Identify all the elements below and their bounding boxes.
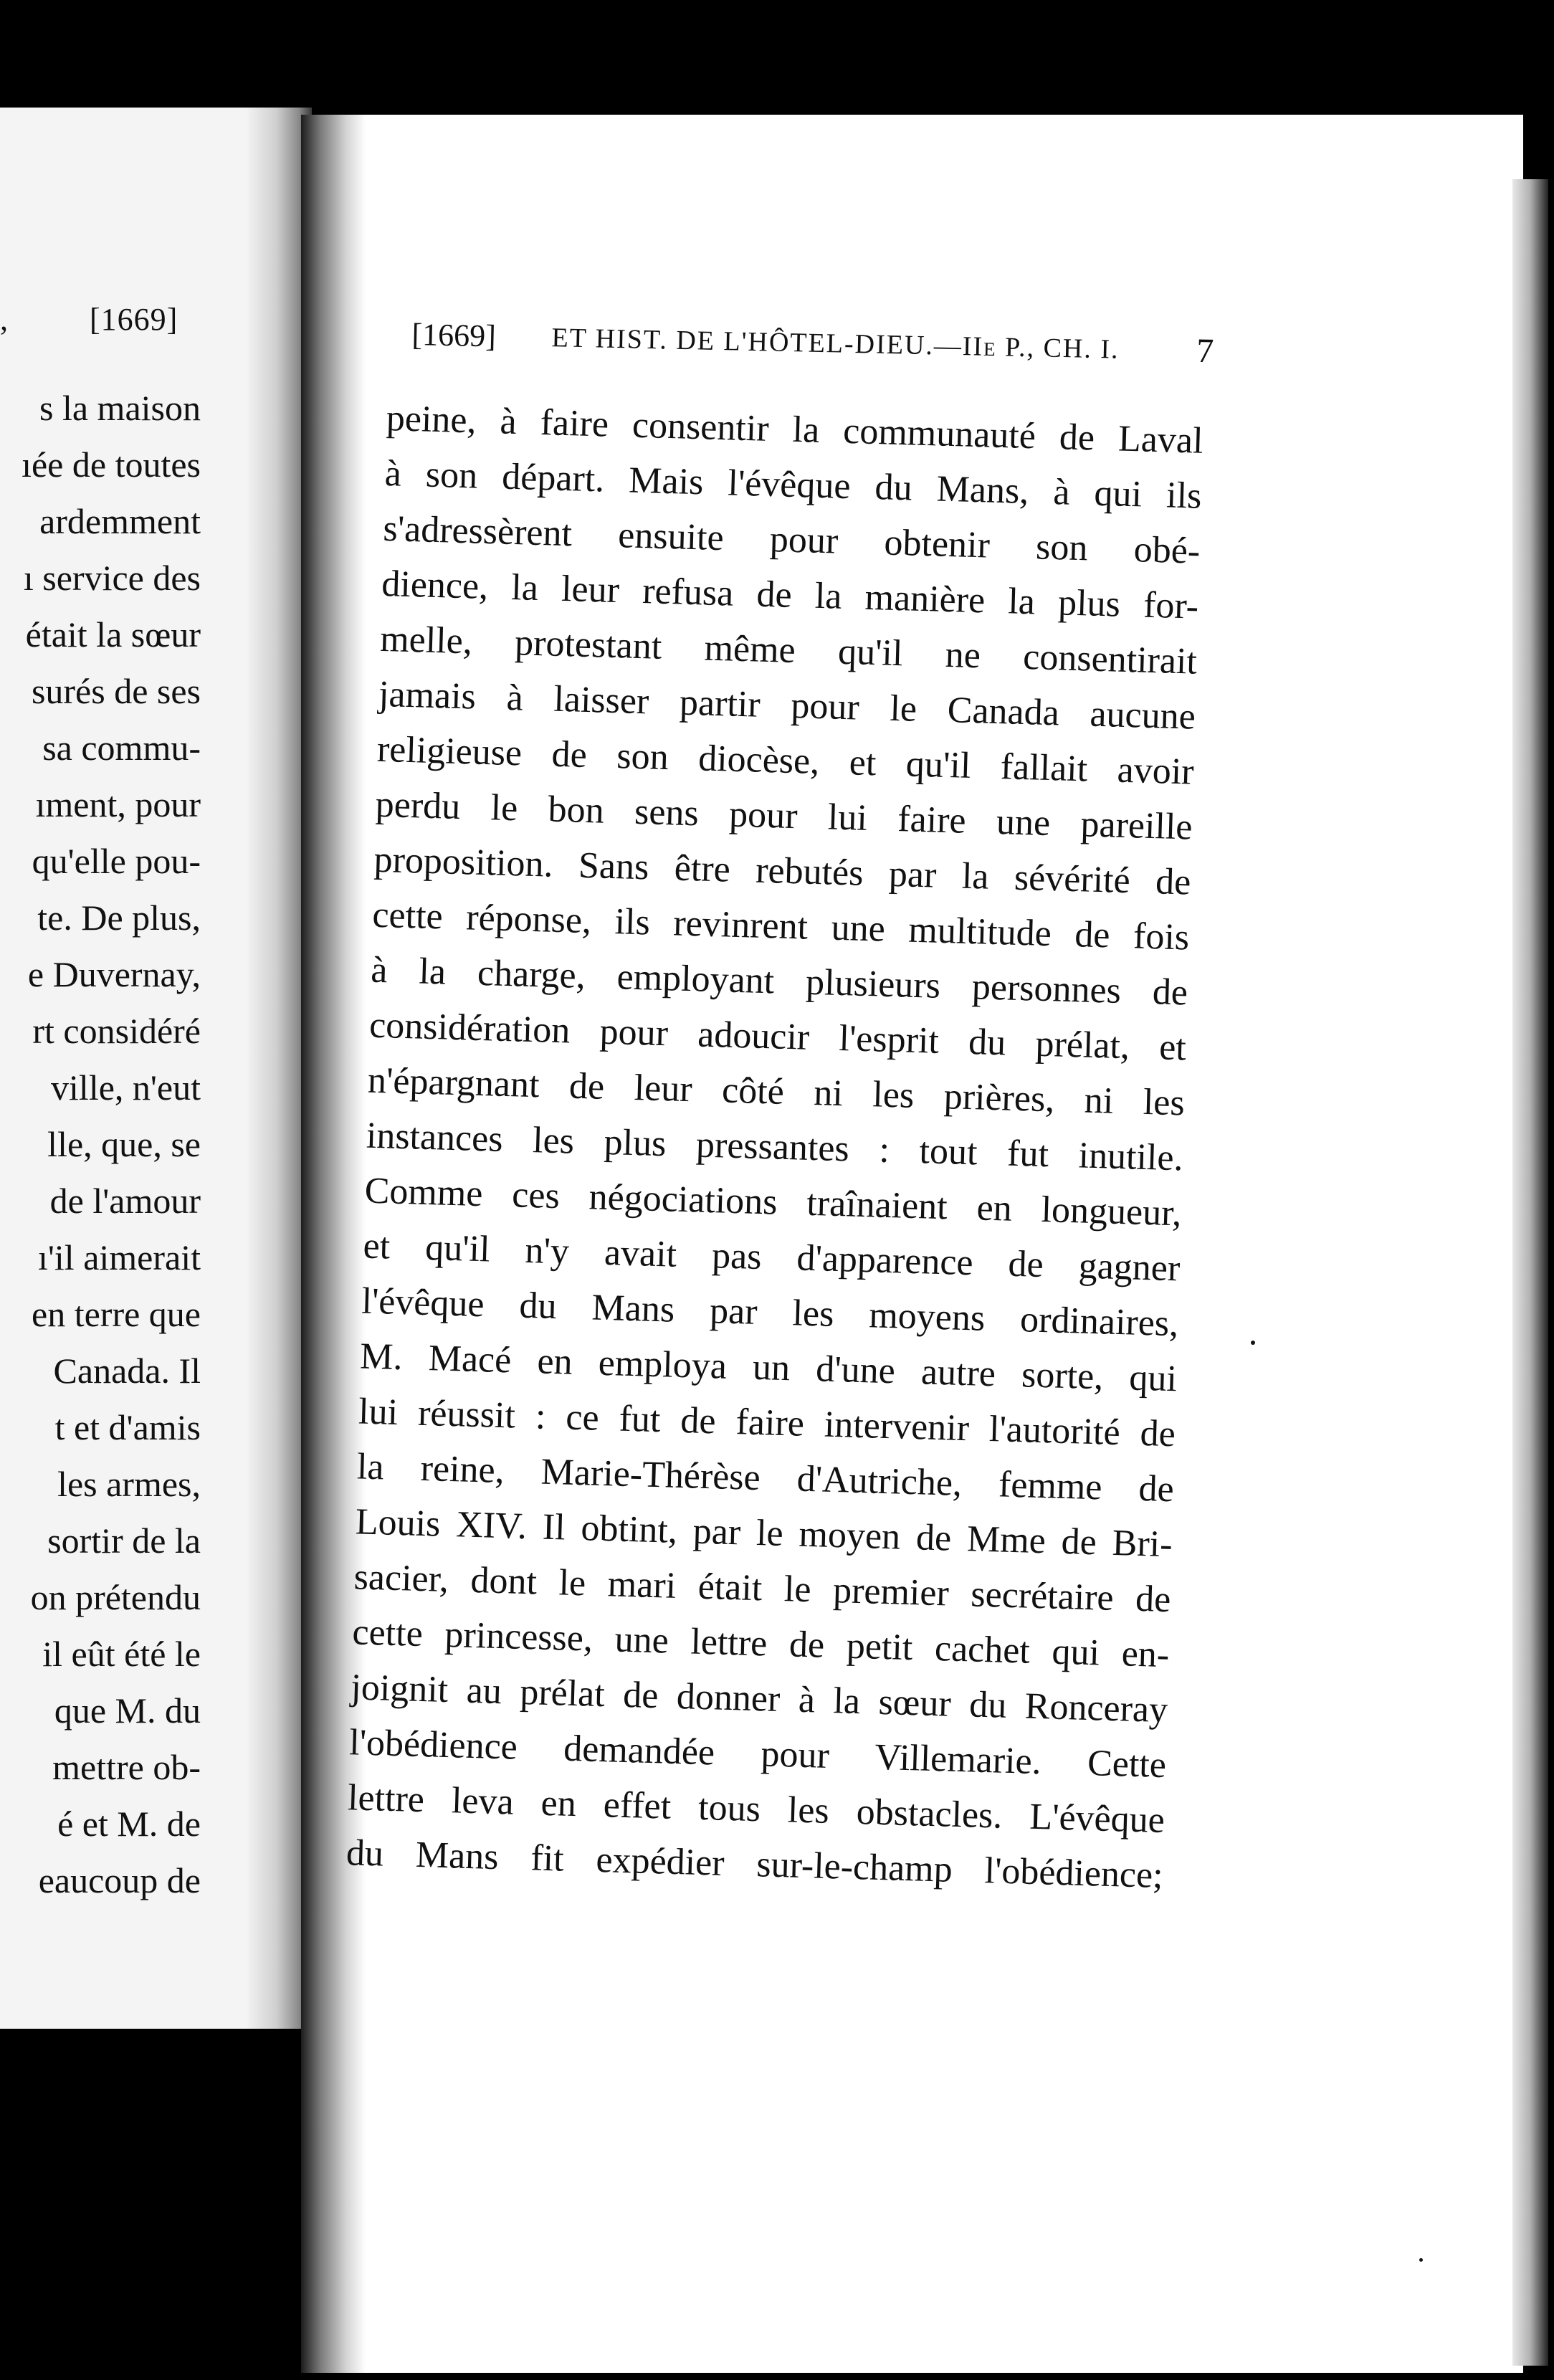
scan-speck	[1251, 1341, 1255, 1345]
left-text-line: s la maison	[39, 388, 201, 428]
scan-speck	[1419, 2258, 1423, 2262]
left-text-line: ı'il aimerait	[38, 1237, 201, 1277]
text-line: Comme ces négociations traînaient en longueur,	[364, 1170, 1183, 1234]
left-text-line: ardemment	[39, 501, 201, 541]
left-text-line: t et d'amis	[54, 1407, 201, 1447]
left-page-text	[0, 380, 201, 1909]
body-text	[345, 391, 1204, 1903]
left-text-line: é et M. de	[57, 1804, 201, 1844]
left-text-line: sa commu-	[42, 728, 201, 768]
text-line: l'évêque du Mans par les moyens ordinaires,	[361, 1280, 1179, 1345]
left-text-line: on prétendu	[30, 1577, 201, 1617]
left-text-line: sortir de la	[47, 1520, 201, 1561]
left-text-line: eaucoup de	[38, 1860, 201, 1900]
text-line: à son départ. Mais l'évêque du Mans, à qui ils	[383, 452, 1203, 517]
text-line: melle, protestant même qu'il ne consentirait	[379, 618, 1198, 682]
left-text-line: rt considéré	[32, 1011, 201, 1051]
right-page-gutter-shadow	[301, 115, 366, 2373]
text-line: perdu le bon sens pour lui faire une pareille	[375, 784, 1193, 848]
text-line: dience, la leur refusa de la manière la plus for-	[381, 563, 1199, 627]
running-head-year: [1669]	[411, 317, 497, 354]
left-text-line: ıée de toutes	[22, 444, 201, 485]
text-line: lui réussit : ce fut de faire intervenir l'autorité de	[358, 1391, 1176, 1455]
text-line: lettre leva en effet tous les obstacles. L'évêque	[347, 1777, 1166, 1842]
page-number: 7	[1196, 331, 1214, 371]
text-line: cette réponse, ils revinrent une multitude de fois	[371, 894, 1190, 958]
left-text-line: surés de ses	[31, 671, 201, 711]
text-line: s'adressèrent ensuite pour obtenir son obé-	[382, 508, 1201, 572]
text-line: cette princesse, une lettre de petit cachet qui en-	[351, 1612, 1170, 1676]
text-line: et qu'il n'y avait pas d'apparence de gagner	[362, 1225, 1181, 1290]
left-text-line: les armes,	[57, 1464, 201, 1504]
text-line: peine, à faire consentir la communauté de Laval	[386, 397, 1204, 462]
left-text-line: te. De plus,	[37, 898, 201, 938]
text-line: du Mans fit expédier sur-le-champ l'obédience;	[345, 1832, 1164, 1897]
left-text-line: ıment, pour	[35, 784, 201, 824]
text-line: religieuse de son diocèse, et qu'il fallait avoir	[376, 728, 1195, 793]
text-line: considération pour adoucir l'esprit du prélat, et	[368, 1004, 1187, 1069]
left-text-line: Canada. Il	[53, 1351, 201, 1391]
left-text-line: il eût été le	[42, 1634, 201, 1674]
left-header-year: [1669]	[90, 302, 178, 337]
text-line: M. Macé en employa un d'une autre sorte, qui	[359, 1336, 1178, 1400]
text-line: instances les plus pressantes : tout fut inutile.	[366, 1115, 1184, 1179]
running-head-title: ET HIST. DE L'HÔTEL-DIEU.—IIe P., CH. I.	[551, 323, 1120, 365]
text-line: joignit au prélat de donner à la sœur du Ronceray	[350, 1667, 1168, 1731]
left-text-line: ı service des	[23, 558, 201, 598]
text-line: proposition. Sans être rebutés par la sévérité de	[373, 839, 1192, 903]
left-header-mark: ,	[0, 302, 8, 337]
text-line: à la charge, employant plusieurs personnes de	[370, 949, 1188, 1014]
left-text-line: qu'elle pou-	[32, 841, 201, 881]
text-line: n'épargnant de leur côté ni les prières, ni les	[367, 1060, 1186, 1124]
left-text-line: mettre ob-	[52, 1747, 201, 1787]
text-line: jamais à laisser partir pour le Canada aucune	[378, 673, 1196, 738]
left-text-line: ville, n'eut	[51, 1067, 201, 1108]
left-text-line: que M. du	[54, 1690, 201, 1731]
text-line: sacier, dont le mari était le premier secrétaire de	[353, 1556, 1172, 1621]
left-text-line: était la sœur	[25, 614, 201, 654]
left-text-line: en terre que	[32, 1294, 201, 1334]
left-text-line: lle, que, se	[47, 1124, 201, 1164]
text-line: la reine, Marie-Thérèse d'Autriche, femme de	[356, 1446, 1175, 1510]
right-page-edge	[1512, 179, 1548, 2366]
text-line: Louis XIV. Il obtint, par le moyen de Mme de Bri-	[355, 1501, 1173, 1566]
left-text-line: e Duvernay,	[27, 954, 201, 994]
left-text-line: de l'amour	[49, 1181, 201, 1221]
text-line: l'obédience demandée pour Villemarie. Cette	[348, 1722, 1167, 1786]
